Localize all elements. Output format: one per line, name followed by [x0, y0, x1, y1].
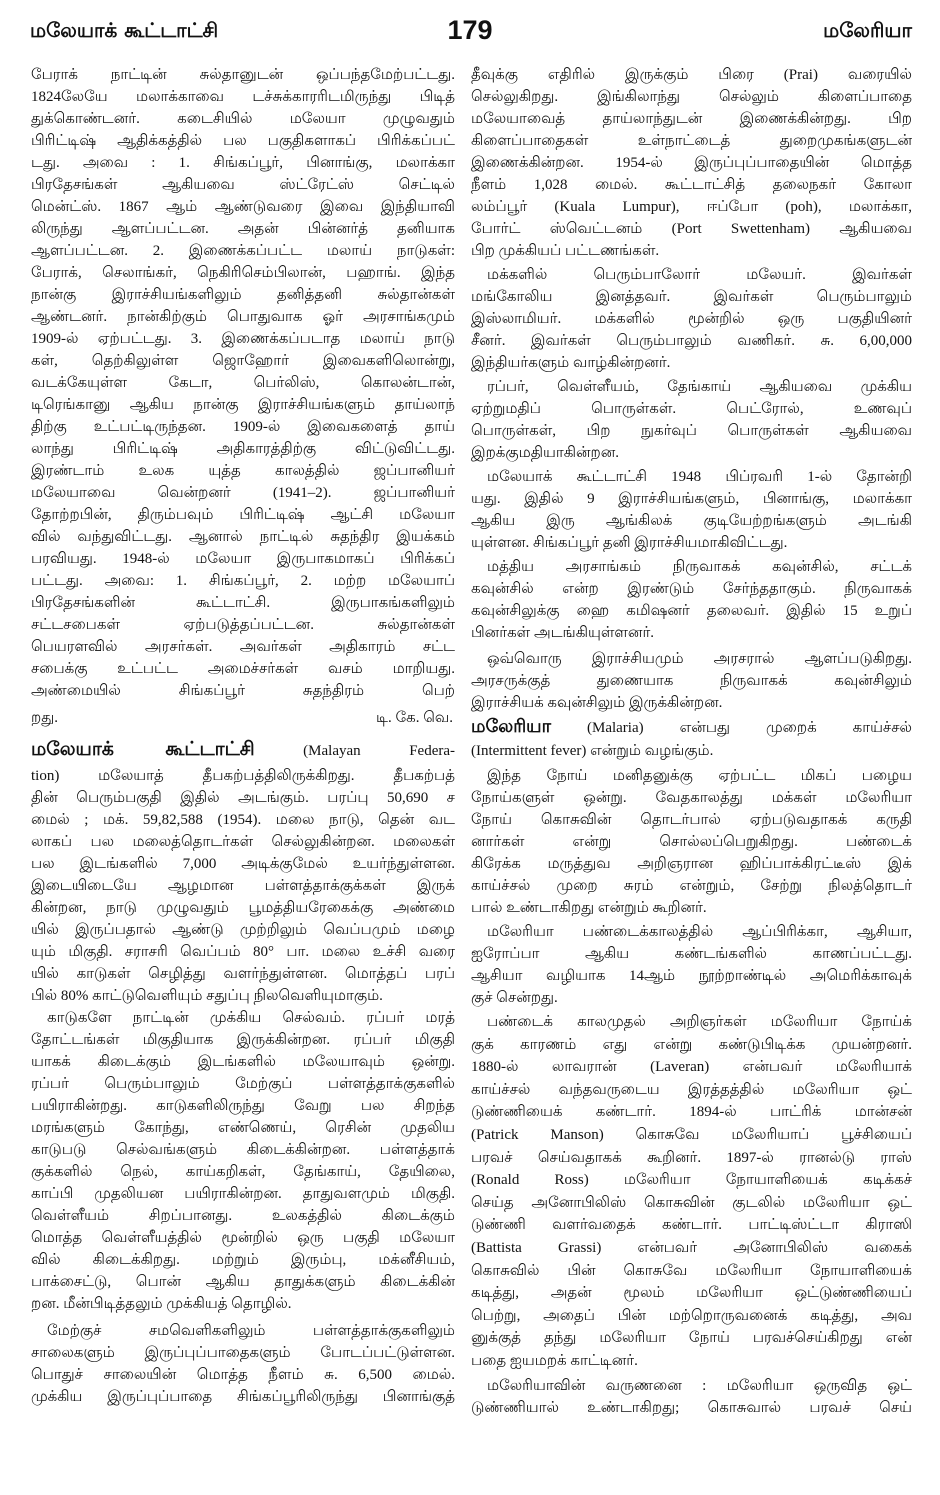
- line-text: பரவச் செய்வதாகக் கூறினர். 1897-ல் ரானல்டு ராஸ்: [471, 1149, 912, 1166]
- text-line: [31, 1139, 455, 1161]
- text-line: [31, 1249, 455, 1271]
- author-signature: டி. கே. வெ.: [376, 710, 453, 726]
- paragraph: [471, 765, 912, 919]
- text-line: [31, 1183, 455, 1205]
- text-line: [471, 1260, 912, 1283]
- line-text: பொதுச் சாலையின் மொத்த நீளம் சு. 6,500 மைல்.: [31, 1367, 455, 1383]
- line-text: 1880-ல் லாவரான் (Laveran) என்பவர் மலேரியாக்: [471, 1059, 912, 1076]
- text-line: [471, 1282, 912, 1305]
- paragraph: [31, 64, 455, 729]
- line-text: அரசருக்குத் துணையாக நிருவாகக் கவுன்சிலும்: [471, 673, 912, 689]
- line-text: கவுன்சில் என்ற இரண்டும் சேர்ந்ததாகும். நிருவாகக்: [471, 581, 912, 597]
- text-line: [471, 987, 912, 1009]
- line-text: காடுகளே நாட்டின் முக்கிய செல்வம். ரப்பர் மரத்: [47, 1010, 455, 1026]
- line-text: ஆண்டனர். நான்கிற்கும் பொதுவாக ஓர் அரசாங்கமும்: [31, 309, 455, 325]
- line-text: னார்கள் என்று சொல்லப்பெறுகிறது. பண்டைக்: [471, 834, 912, 850]
- line-text: நோய்களுள் ஒன்று. வேதகாலத்து மக்கள் மலேரியா: [471, 790, 912, 806]
- line-text: காய்ச்சல் முறை சுரம் என்றும், சேற்று நிலத்தொடர்: [471, 878, 912, 894]
- text-line: [471, 86, 912, 108]
- text-line: [471, 648, 912, 670]
- line-text: யும் மிகுதி. சராசரி வெப்பம் 80° பா. மலை உச்சி வரை: [31, 944, 455, 960]
- text-line: [471, 921, 912, 943]
- text-line: [31, 86, 455, 108]
- line-text: லாந்து பிரிட்டிஷ் அதிகாரத்திற்கு விட்டுவிட்டது.: [31, 441, 455, 457]
- running-head-left: மலேயாக் கூட்டாட்சி: [30, 18, 219, 42]
- line-text: பெயரளவில் அரசர்கள். அவர்கள் அதிகாரம் சட்ட: [31, 639, 455, 655]
- text-line: [471, 308, 912, 330]
- line-text: மலேயாக் கூட்டாட்சி 1948 பிப்ரவரி 1-ல் தோன்றி: [487, 469, 912, 485]
- text-line: [31, 941, 455, 963]
- text-line: [31, 1073, 455, 1095]
- text-line: [471, 1124, 912, 1147]
- line-text: பில் 80% காட்டுவெளியும் சதுப்பு நிலவெளியுமாகும்.: [31, 988, 383, 1004]
- line-text: துக்கொண்டனர். கடைசியில் மலேயா முழுவதும்: [31, 111, 455, 127]
- entry-heading: மலேயாக் கூட்டாட்சி: [31, 738, 255, 760]
- text-line: [31, 284, 455, 306]
- text-line: [471, 787, 912, 809]
- text-line: [471, 765, 912, 787]
- text-line: [31, 1320, 455, 1342]
- text-line: [31, 919, 455, 941]
- line-text: மைல் ; மக். 59,82,588 (1954). மலை நாடு, தென் வட: [31, 812, 455, 828]
- line-text: நோய் கொசுவின் தொடர்பால் ஏற்படுவதாகக் கருதி: [471, 812, 912, 828]
- line-text: மக்களில் பெரும்பாலோர் மலேயர். இவர்கள்: [487, 267, 912, 283]
- right-column: [471, 64, 912, 1434]
- text-line: [471, 218, 912, 240]
- text-line: [31, 1095, 455, 1117]
- line-text: ரப்பர், வெள்ளீயம், தேங்காய் ஆகியவை முக்கிய: [487, 379, 912, 395]
- line-text: பெற்று, அதைப் பின் மற்றொருவனைக் கடித்து, அவ: [471, 1307, 912, 1324]
- text-line: [31, 658, 455, 680]
- line-text: யில் இருப்பதால் ஆண்டு முற்றிலும் வெப்பமும் மழை: [31, 922, 455, 938]
- text-line: [471, 1034, 912, 1057]
- text-line: [31, 1205, 455, 1227]
- text-line: [31, 218, 455, 240]
- line-text: சட்டசபைகள் ஏற்படுத்தப்பட்டன. சுல்தான்கள்: [31, 617, 455, 633]
- text-line: [31, 306, 455, 328]
- line-text: செல்லுகிறது. இங்கிலாந்து செல்லும் கிளைப்பாதை: [471, 89, 912, 105]
- text-line: [31, 130, 455, 152]
- line-text: செய்த அனோபிலிஸ் கொசுவின் குடலில் மலேரியா ஒட்: [471, 1194, 912, 1211]
- text-line: [471, 740, 912, 763]
- text-line: [31, 350, 455, 372]
- text-line: [31, 262, 455, 284]
- text-line: [471, 670, 912, 692]
- line-text: (Malayan Federa-: [303, 743, 455, 759]
- text-line: [31, 875, 455, 897]
- line-text: வடக்கேயுள்ள கேடா, பெர்லிஸ், கொலன்டான்,: [31, 375, 455, 391]
- line-text: முக்கிய இருப்புப்பாதை சிங்கப்பூரிலிருந்து பினாங்குத்: [31, 1389, 455, 1405]
- text-line: [471, 488, 912, 510]
- text-line: [471, 1169, 912, 1192]
- line-text: 1824லேயே மலாக்காவை டச்சுக்காரரிடமிருந்து பிடித்: [31, 89, 455, 105]
- text-line: [31, 438, 455, 460]
- text-line: [31, 1007, 455, 1029]
- line-text: 1909-ல் ஏற்பட்டது. 3. இணைக்கப்படாத மலாய் நாடு: [31, 331, 455, 347]
- line-text: பிரதேசங்கள் ஆகியவை ஸ்ட்ரேட்ஸ் செட்டில்: [31, 177, 455, 193]
- text-line: [471, 286, 912, 308]
- line-text: மென்ட்ஸ். 1867 ஆம் ஆண்டுவரை இவை இந்தியாவி: [31, 199, 455, 215]
- text-line: [31, 1386, 455, 1408]
- paragraph: [471, 921, 912, 1009]
- line-text: லிருந்து ஆளப்பட்டன. அதன் பின்னர்த் தனியாக: [31, 221, 455, 237]
- paragraph: [31, 1007, 455, 1315]
- line-text: வில் கிடைக்கிறது. மற்றும் இரும்பு, மக்னீசியம்,: [31, 1252, 455, 1268]
- text-line: [31, 592, 455, 614]
- line-text: காய்ச்சல் வந்தவருடைய இரத்தத்தில் மலேரியா ஒட்: [471, 1081, 912, 1098]
- line-text: பிரிட்டிஷ் ஆதிக்கத்தில் பல பகுதிகளாகப் பிரிக்கப்பட்: [31, 133, 455, 149]
- line-text: கின்றன, நாடு முழுவதும் பூமத்தியரேகைக்கு அண்மை: [31, 900, 455, 916]
- line-text: தீவுக்கு எதிரில் இருக்கும் பிரை (Prai) வரையில்: [471, 67, 912, 83]
- text-line: [31, 64, 455, 86]
- text-line: [471, 130, 912, 152]
- text-line: [471, 1350, 912, 1373]
- text-line: [471, 1397, 912, 1419]
- line-text: யாகக் கிடைக்கும் இடங்களில் மலேயாவும் ஒன்று.: [31, 1054, 455, 1070]
- text-line: [31, 504, 455, 526]
- paragraph: [471, 1011, 912, 1373]
- text-line: [471, 1237, 912, 1260]
- line-text: கவுன்சிலுக்கு ஹை கமிஷனர் தலைவர். இதில் 15 உறுப்: [471, 603, 912, 619]
- text-line: [471, 466, 912, 488]
- text-line: [31, 372, 455, 394]
- line-text: அண்மையில் சிங்கப்பூர் சுதந்திரம் பெற்: [31, 683, 455, 699]
- text-line: [31, 707, 455, 729]
- line-text: மலேயாவைத் தாய்லாந்துடன் இணைக்கின்றது. பிற: [471, 111, 912, 127]
- text-line: [31, 1117, 455, 1139]
- text-line: [31, 1293, 455, 1315]
- line-text: வெள்ளீயம் சிறப்பானது. உலகத்தில் கிடைக்கும்: [31, 1208, 455, 1224]
- line-text: பண்டைக் காலமுதல் அறிஞர்கள் மலேரியா நோய்க்: [487, 1014, 912, 1030]
- text-line: [471, 1192, 912, 1215]
- text-line: [31, 108, 455, 130]
- line-text: பிற முக்கியப் பட்டணங்கள்.: [471, 243, 660, 259]
- text-line: [31, 1227, 455, 1249]
- line-text: ஒவ்வொரு இராச்சியமும் அரசரால் ஆளப்படுகிறது.: [487, 651, 912, 667]
- text-line: [471, 1101, 912, 1124]
- line-text: காடுபடு செல்வங்களும் கிடைக்கின்றன. பள்ளத்தாக்: [31, 1142, 455, 1158]
- line-text: இரண்டாம் உலக யுத்த காலத்தில் ஜப்பானியர்: [31, 463, 455, 479]
- text-line: [471, 376, 912, 398]
- text-line: [471, 330, 912, 352]
- line-text: மரங்களும் கோந்து, எண்ணெய், ரெசின் முதலிய: [31, 1120, 455, 1136]
- line-text: மத்திய அரசாங்கம் நிருவாகக் கவுன்சில், சட்டக்: [487, 559, 912, 575]
- entry-paragraph: [31, 735, 455, 1007]
- text-line: [471, 692, 912, 714]
- text-line: [471, 965, 912, 987]
- line-text: பேராக் நாட்டின் சுல்தானுடன் ஒப்பந்தமேற்பட்டது.: [31, 67, 455, 83]
- text-line: [471, 578, 912, 600]
- text-line: [31, 1364, 455, 1386]
- line-text: குக்களில் நெல், காய்கறிகள், தேங்காய், தேயிலை,: [31, 1164, 455, 1180]
- line-text: கிளைப்பாதைகள் உள்நாட்டைத் துறைமுகங்களுடன்: [471, 133, 912, 149]
- text-line: [471, 853, 912, 875]
- line-text: மேற்குச் சமவெளிகளிலும் பள்ளத்தாக்குகளிலும்: [47, 1323, 455, 1339]
- line-text: பேராக், செலாங்கர், நெகிரிசெம்பிலான், பஹாங். இந்த: [31, 265, 455, 281]
- line-text: தோற்றபின், திரும்பவும் பிரிட்டிஷ் ஆட்சி மலேயா: [31, 507, 455, 523]
- line-text: யில் காடுகள் செழித்து வளர்ந்துள்ளன. மொத்தப் பரப்: [31, 966, 455, 982]
- text-line: [31, 526, 455, 548]
- line-text: கடித்து, அதன் மூலம் மலேரியா ஒட்டுண்ணியைப்: [471, 1285, 912, 1302]
- text-line: [471, 622, 912, 644]
- line-text: லாகப் பல மலைத்தொடர்கள் செல்லுகின்றன. மலைகள்: [31, 834, 455, 850]
- text-line: [31, 787, 455, 809]
- page-number: 179: [447, 15, 493, 45]
- text-line: [471, 152, 912, 174]
- line-text: இறக்குமதியாகின்றன.: [471, 445, 620, 461]
- left-column: [31, 64, 455, 1424]
- line-text: டிரெங்கானு ஆகிய நான்கு இராச்சியங்களும் தாய்லாந்: [31, 397, 455, 413]
- text-line: [31, 1342, 455, 1364]
- text-line: [31, 328, 455, 350]
- text-line: [31, 963, 455, 985]
- text-line: [31, 1271, 455, 1293]
- line-text: றன. மீன்பிடித்தலும் முக்கியத் தொழில்.: [31, 1296, 292, 1312]
- line-text: இடையிடையே ஆழமான பள்ளத்தாக்குக்கள் இருக்: [31, 878, 455, 894]
- text-line: [471, 1079, 912, 1102]
- line-text: வில் வந்துவிட்டது. ஆனால் நாட்டில் சுதந்திர இயக்கம்: [31, 529, 455, 545]
- line-text: பாக்சைட்டு, பொன் ஆகிய தாதுக்களும் கிடைக்கின்: [31, 1274, 455, 1290]
- line-text: சாலைகளும் இருப்புப்பாதைகளும் போடப்பட்டுள்ளன.: [31, 1345, 455, 1361]
- text-line: [31, 240, 455, 262]
- text-line: [471, 64, 912, 86]
- line-text: இணைக்கின்றன. 1954-ல் இருப்புப்பாதையின் மொத்த: [471, 155, 912, 171]
- text-line: [471, 420, 912, 442]
- text-line: [31, 985, 455, 1007]
- text-line: [31, 460, 455, 482]
- line-text: டது. அவை : 1. சிங்கப்பூர், பினாங்கு, மலாக்கா: [31, 155, 455, 171]
- line-text: நான்கு இராச்சியங்களிலும் தனித்தனி சுல்தான்கள்: [31, 287, 455, 303]
- line-text: றது.: [31, 710, 58, 726]
- paragraph: [471, 264, 912, 374]
- line-text: னுக்குத் தந்து மலேரியா நோய் பரவச்செய்கிறது என்: [471, 1330, 912, 1347]
- line-text: (Ronald Ross) மலேரியா நோயாளியைக் கடிக்கச்: [471, 1172, 912, 1189]
- paragraph: [471, 64, 912, 262]
- line-text: ஆசியா வழியாக 14ஆம் நூற்றாண்டில் அமெரிக்காவுக்: [471, 968, 912, 984]
- line-text: கொசுவில் பின் கொசுவே மலேரியா நோயாளியைக்: [471, 1262, 912, 1279]
- line-text: ஐரோப்பா ஆகிய கண்டங்களில் காணப்பட்டது.: [471, 946, 912, 962]
- paragraph: [471, 648, 912, 714]
- line-text: சீனர். இவர்கள் பெரும்பாலும் வணிகர். சு. 6,00,000: [471, 333, 912, 349]
- line-text: மலேயாவை வென்றனர் (1941–2). ஜப்பானியர்: [31, 485, 455, 501]
- text-line: [31, 548, 455, 570]
- text-line: [31, 809, 455, 831]
- line-text: டுண்ணியைக் கண்டார். 1894-ல் பாட்ரிக் மான்சன்: [471, 1104, 912, 1121]
- line-text: இராச்சியக் கவுன்சிலும் இருக்கின்றன.: [471, 695, 723, 711]
- paragraph: [31, 1320, 455, 1408]
- line-text: தின் பெரும்பகுதி இதில் அடங்கும். பரப்பு 50,690 ச: [31, 790, 455, 806]
- text-line: [31, 416, 455, 438]
- text-line: [31, 831, 455, 853]
- line-text: மங்கோலிய இனத்தவர். இவர்கள் பெரும்பாலும்: [471, 289, 912, 305]
- line-text: ஆகிய இரு ஆங்கிலக் குடியேற்றங்களும் அடங்கி: [471, 513, 912, 529]
- line-text: பட்டது. அவை: 1. சிங்கப்பூர், 2. மற்ற மலேயாப்: [31, 573, 455, 589]
- text-line: [471, 442, 912, 464]
- entry-paragraph: [471, 715, 912, 763]
- line-text: லம்ப்பூர் (Kuala Lumpur), ஈப்போ (poh), மலாக்கா,: [471, 199, 912, 215]
- line-text: காப்பி முதலியன பயிராகின்றன. தாதுவளமும் மிகுதி.: [31, 1186, 455, 1202]
- line-text: டுண்ணியால் உண்டாகிறது; கொசுவால் பரவச் செய்: [471, 1399, 912, 1416]
- line-text: tion) மலேயாத் தீபகற்பத்திலிருக்கிறது. தீபகற்பத்: [31, 768, 455, 784]
- line-text: பிரதேசங்களின் கூட்டாட்சி. இருபாகங்களிலும்: [31, 595, 455, 611]
- line-text: யுள்ளன. சிங்கப்பூர் தனி இராச்சியமாகிவிட்டது.: [471, 535, 788, 551]
- line-text: (Patrick Manson) கொசுவே மலேரியாப் பூச்சியைப்: [471, 1126, 912, 1143]
- text-line: [471, 809, 912, 831]
- line-text: பயிராகின்றது. காடுகளிலிருந்து வேறு பல சிறந்த: [31, 1098, 455, 1114]
- text-line: [471, 264, 912, 286]
- line-text: யது. இதில் 9 இராச்சியங்களும், பினாங்கு, மலாக்கா: [471, 491, 912, 507]
- paragraph: [471, 376, 912, 464]
- line-text: சபைக்கு உட்பட்ட அமைச்சர்கள் வசம் மாறியது.: [31, 661, 455, 677]
- paragraph: [471, 1375, 912, 1419]
- text-line: [471, 831, 912, 853]
- text-line: [471, 352, 912, 374]
- line-text: (Malaria) என்பது முறைக் காய்ச்சல்: [586, 720, 912, 736]
- text-line: [31, 680, 455, 702]
- text-line: [31, 1051, 455, 1073]
- line-text: ஆளப்பட்டன. 2. இணைக்கப்பட்ட மலாய் நாடுகள்:: [31, 243, 455, 259]
- line-text: மலேரியா பண்டைக்காலத்தில் ஆப்பிரிக்கா, ஆசியா,: [487, 924, 912, 940]
- line-text: இந்தியர்களும் வாழ்கின்றனர்.: [471, 355, 671, 371]
- line-text: கிரேக்க மருத்துவ அறிஞரான ஹிப்பாக்கிரட்டீஸ் இக்: [471, 856, 912, 872]
- text-line: [471, 240, 912, 262]
- text-line: [31, 765, 455, 787]
- line-text: ஏற்றுமதிப் பொருள்கள். பெட்ரோல், உணவுப்: [471, 401, 912, 417]
- text-line: [471, 1375, 912, 1397]
- line-text: பால் உண்டாகிறது என்றும் கூறினர்.: [471, 900, 707, 916]
- text-line: [31, 1029, 455, 1051]
- line-text: பொருள்கள், பிற நுகர்வுப் பொருள்கள் ஆகியவை: [471, 423, 912, 439]
- text-line: [471, 108, 912, 130]
- line-text: குச் சென்றது.: [471, 990, 558, 1006]
- line-text: பதை ஐயமறக் காட்டினர்.: [471, 1352, 638, 1369]
- text-line: [471, 1147, 912, 1170]
- line-text: குக் காரணம் எது என்று கண்டுபிடிக்க முயன்றனர்.: [471, 1036, 912, 1053]
- text-line: [471, 715, 912, 740]
- paragraph: [471, 466, 912, 554]
- text-line: [471, 600, 912, 622]
- running-head-right: மலேரியா: [823, 18, 912, 42]
- line-text: தோட்டங்கள் மிகுதியாக இருக்கின்றன. ரப்பர் மிகுதி: [31, 1032, 455, 1048]
- text-line: [471, 510, 912, 532]
- text-line: [471, 556, 912, 578]
- text-line: [471, 1214, 912, 1237]
- text-line: [31, 394, 455, 416]
- text-line: [471, 1056, 912, 1079]
- line-text: நீளம் 1,028 மைல். கூட்டாட்சித் தலைநகர் கோலா: [471, 177, 912, 193]
- line-text: கள், தெற்கிலுள்ள ஜொஹோர் இவைகளிலொன்று,: [31, 353, 455, 369]
- text-line: [471, 875, 912, 897]
- text-line: [31, 570, 455, 592]
- line-text: இஸ்லாமியர். மக்களில் மூன்றில் ஒரு பகுதியினர்: [471, 311, 912, 327]
- text-line: [471, 1327, 912, 1350]
- text-line: [31, 174, 455, 196]
- line-text: போர்ட் ஸ்வெட்டனம் (Port Swettenham) ஆகியவை: [471, 221, 912, 237]
- text-line: [471, 398, 912, 420]
- line-text: பரவியது. 1948-ல் மலேயா இருபாகமாகப் பிரிக்கப்: [31, 551, 455, 567]
- text-line: [31, 152, 455, 174]
- text-line: [471, 174, 912, 196]
- line-text: ரப்பர் பெரும்பாலும் மேற்குப் பள்ளத்தாக்குகளில்: [31, 1076, 455, 1092]
- text-line: [471, 1305, 912, 1328]
- line-text: (Battista Grassi) என்பவர் அனோபிலிஸ் வகைக்: [471, 1239, 912, 1256]
- text-line: [31, 482, 455, 504]
- text-line: [31, 735, 455, 765]
- line-text: திற்கு உட்பட்டிருந்தன. 1909-ல் இவைகளைத் தாய்: [31, 419, 455, 435]
- line-text: மலேரியாவின் வருணனை : மலேரியா ஒருவித ஒட்: [487, 1377, 912, 1394]
- text-line: [471, 897, 912, 919]
- line-text: (Intermittent fever) என்றும் வழங்கும்.: [471, 743, 714, 759]
- text-line: [471, 1011, 912, 1034]
- entry-heading: மலேரியா: [471, 716, 551, 737]
- paragraph: [471, 556, 912, 644]
- line-text: மொத்த வெள்ளீயத்தில் மூன்றில் ஒரு பகுதி மலேயா: [31, 1230, 455, 1246]
- line-text: இந்த நோய் மனிதனுக்கு ஏற்பட்ட மிகப் பழைய: [487, 768, 912, 784]
- line-text: பல இடங்களில் 7,000 அடிக்குமேல் உயர்ந்துள்ளன.: [31, 856, 455, 872]
- text-line: [31, 196, 455, 218]
- text-line: [31, 897, 455, 919]
- text-line: [471, 532, 912, 554]
- text-line: [471, 196, 912, 218]
- line-text: பினர்கள் அடங்கியுள்ளனர்.: [471, 625, 655, 641]
- text-line: [31, 636, 455, 658]
- line-text: டுண்ணி வளர்வதைக் கண்டார். பாட்டிஸ்ட்டா கிராஸி: [471, 1217, 912, 1234]
- text-line: [31, 1161, 455, 1183]
- text-line: [31, 614, 455, 636]
- text-line: [31, 853, 455, 875]
- text-line: [471, 943, 912, 965]
